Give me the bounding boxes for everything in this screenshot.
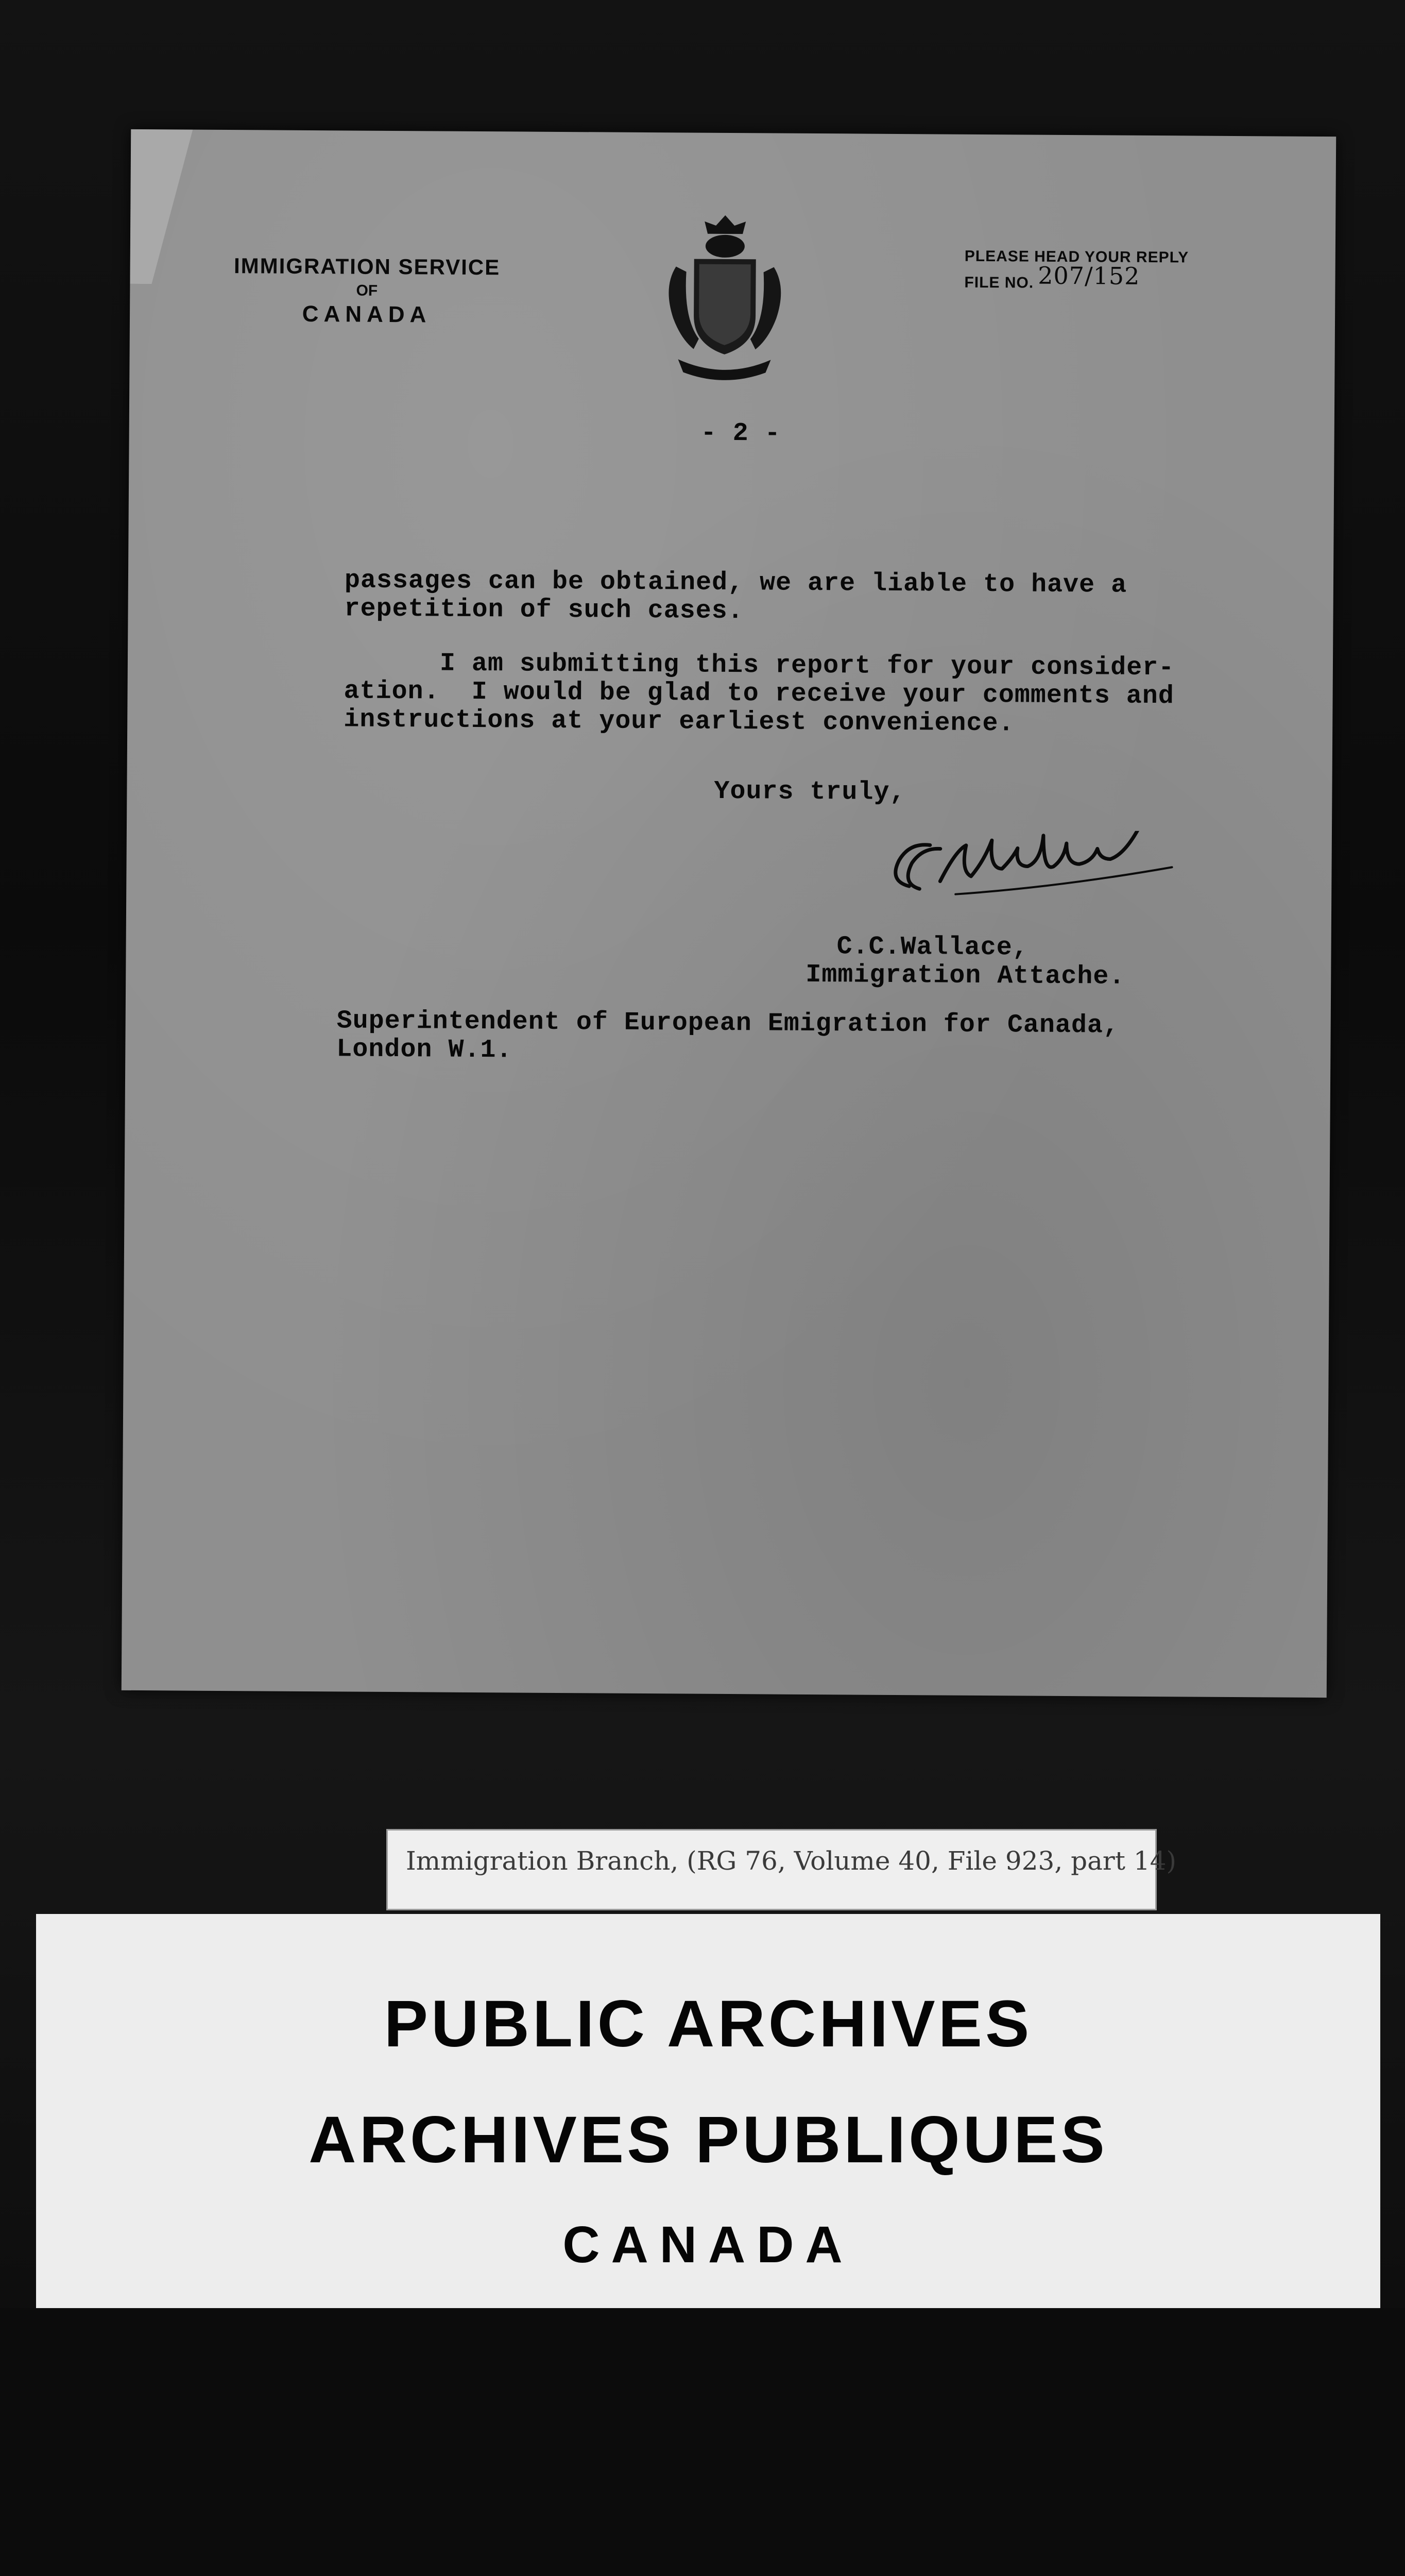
closing: Yours truly, <box>714 776 906 808</box>
body-line-2: repetition of such cases. <box>344 594 744 626</box>
signatory-title: Immigration Attache. <box>806 960 1125 992</box>
handwritten-signature <box>878 829 1208 909</box>
page-number: - 2 - <box>700 418 781 449</box>
reply-instruction: PLEASE HEAD YOUR REPLY <box>964 247 1189 266</box>
addressee-line-1: Superintendent of European Emigration for Canada, <box>336 1006 1120 1041</box>
coat-of-arms-icon <box>655 210 795 381</box>
public-archives-stamp <box>36 1914 1380 2308</box>
file-number-row <box>964 261 1189 295</box>
archive-reference-label <box>386 1829 1176 1910</box>
body-line-1: passages can be obtained, we are liable to have a <box>344 566 1127 600</box>
letter-page <box>122 129 1336 1698</box>
file-number: 207/152 <box>1038 261 1140 290</box>
letterhead-of: OF <box>356 282 378 299</box>
body-line-3: I am submitting this report for your consider- <box>344 648 1175 683</box>
letterhead-service-name: IMMIGRATION SERVICE <box>233 253 501 280</box>
stamp-line-english: PUBLIC ARCHIVES <box>384 1987 1033 2061</box>
letterhead-country: CANADA <box>302 301 432 328</box>
addressee-line-2: London W.1. <box>336 1035 512 1065</box>
folded-corner <box>130 129 193 284</box>
signatory-name: C.C.Wallace, <box>836 932 1029 963</box>
archive-reference-text: Immigration Branch, (RG 76, Volume 40, File 923, part 14) <box>406 1846 1176 1876</box>
body-line-5: instructions at your earliest convenience. <box>344 705 1015 739</box>
stamp-line-french: ARCHIVES PUBLIQUES <box>309 2103 1108 2177</box>
body-line-4: ation. I would be glad to receive your comments and <box>344 676 1175 711</box>
stamp-line-country: CANADA <box>562 2216 854 2274</box>
file-number-label: FILE NO. <box>964 274 1034 292</box>
letterhead-service <box>212 253 522 329</box>
reply-reference <box>964 248 1189 295</box>
